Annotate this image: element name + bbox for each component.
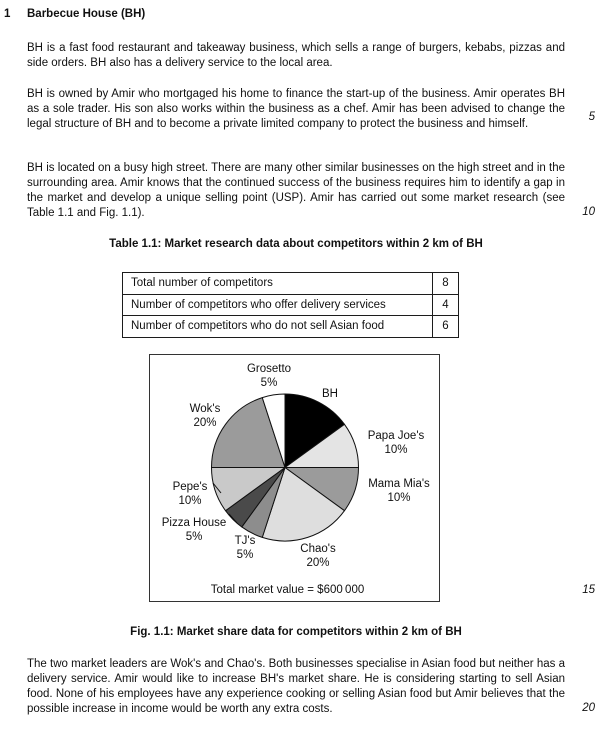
table-row-value: 8 — [433, 273, 459, 295]
table-row — [123, 273, 459, 295]
pie-label — [190, 402, 221, 430]
pie-label-pct: 10% — [384, 444, 408, 456]
page-title: Barbecue House (BH) — [27, 8, 146, 20]
table-row-value: 6 — [433, 316, 459, 338]
paragraph-market-leaders: The two market leaders are Wok's and Chao's. Both businesses specialise in Asian food but neither has a delivery service. Amir would like to increase BH's market share. He is considering starting to sell Asian food. None of his employees have any experience cooking or selling Asian food but Amir believes that the possible increase in income would be worth any extra costs. — [27, 658, 565, 715]
table-row — [123, 294, 459, 316]
pie-label — [300, 542, 335, 570]
pie-label — [322, 387, 338, 401]
margin-line-number-10: 10 — [582, 206, 595, 218]
pie-label — [368, 429, 425, 457]
question-number: 1 — [4, 8, 11, 20]
paragraph-location: BH is located on a busy high street. There are many other similar businesses on the high street and in the surrounding area. Amir knows that the continued success of the business requires him to identify a gap in the market and develop a unique selling point (USP). Amir has carried out some market research (see Table 1.1 and Fig. 1.1). — [27, 162, 565, 219]
pie-label-pct: 20% — [306, 557, 330, 569]
pie-label-name: Papa Joe's — [367, 430, 425, 442]
pie-label-pct: 10% — [178, 495, 202, 507]
paragraph-intro: BH is a fast food restaurant and takeaway business, which sells a range of burgers, kebabs, pizzas and side orders. BH also has a delivery service to the local area. — [27, 42, 565, 69]
pie-label-pct: 5% — [260, 377, 278, 389]
pie-label-name: TJ's — [234, 535, 256, 547]
pie-label-name: Mama Mia's — [368, 478, 430, 490]
pie-label-name: Pepe's — [172, 481, 208, 493]
pie-label-pct: 10% — [387, 492, 411, 504]
pie-label-name: Pizza House — [161, 517, 227, 529]
table-caption: Table 1.1: Market research data about competitors within 2 km of BH — [109, 238, 483, 250]
margin-line-number-20: 20 — [582, 702, 595, 714]
margin-line-number-15: 15 — [582, 584, 595, 596]
pie-label — [162, 516, 227, 544]
table-row-label: Number of competitors who do not sell Asian food — [123, 316, 433, 338]
pie-label — [235, 534, 256, 562]
table-row — [123, 316, 459, 338]
table-row-label: Total number of competitors — [123, 273, 433, 295]
pie-label — [247, 362, 291, 390]
total-market-value: Total market value = $600 000 — [210, 584, 365, 596]
figure-caption: Fig. 1.1: Market share data for competitors within 2 km of BH — [130, 626, 462, 638]
pie-label-name: BH — [322, 388, 338, 400]
pie-label-pct: 5% — [185, 531, 203, 543]
competitor-table — [122, 272, 459, 338]
pie-label — [173, 480, 208, 508]
table-row-label: Number of competitors who offer delivery services — [123, 294, 433, 316]
figure-frame — [149, 354, 440, 602]
pie-label — [368, 477, 430, 505]
pie-label-name: Grosetto — [246, 363, 292, 375]
pie-label-pct: 20% — [193, 417, 217, 429]
competitor-table-body — [123, 273, 459, 338]
pie-label-name: Wok's — [189, 403, 221, 415]
pie-label-pct: 5% — [236, 549, 254, 561]
table-row-value: 4 — [433, 294, 459, 316]
paragraph-ownership: BH is owned by Amir who mortgaged his home to finance the start-up of the business. Amir operates BH as a sole trader. His son also works within the business as a chef. Amir has been advised to change the legal structure of BH and to become a private limited company to protect the business and himself. — [27, 88, 565, 130]
pie-label-name: Chao's — [300, 543, 336, 555]
margin-line-number-5: 5 — [588, 111, 595, 123]
